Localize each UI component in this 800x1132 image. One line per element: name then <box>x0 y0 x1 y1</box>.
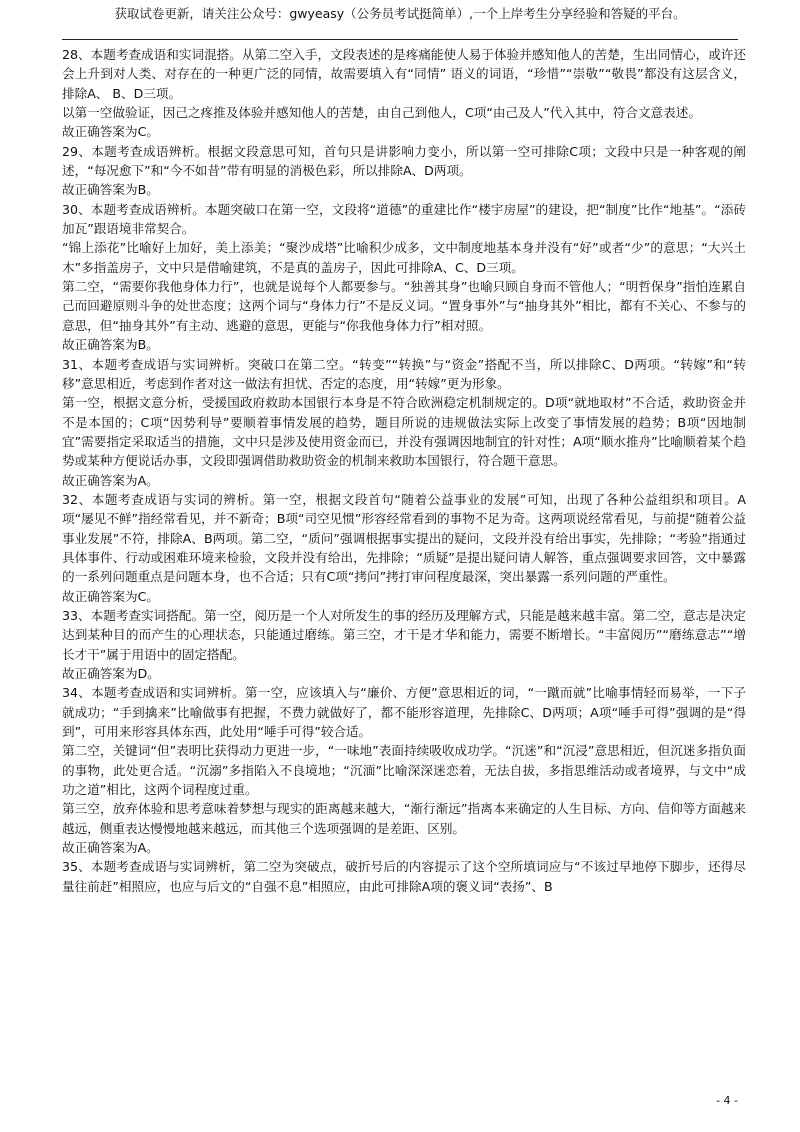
paragraph: 33、本题考查实词搭配。第一空，阅历是一个人对所发生的事的经历及理解方式，只能是越来越丰富。第二空，意志是决定达到某种目的而产生的心理状态，只能通过磨练。第三空，才干是才华和能力，需要不断增长。“丰富阅历”“磨练意志”“增长才干”属于用语中的固定搭配。 <box>62 607 746 662</box>
page-header: 获取试卷更新，请关注公众号：gwyeasy（公务员考试挺简单）,一个上岸考生分享经验和答疑的平台。 <box>114 6 686 21</box>
answer-line: 故正确答案为D。 <box>62 666 160 681</box>
paragraph: 34、本题考查成语和实词辨析。第一空，应该填入与“廉价、方便”意思相近的词，“一蹴而就”比喻事情轻而易举，一下子就成功；“手到擒来”比喻做事有把握，不费力就做好了，都不能形容道理，先排除C、D两项；A项“唾手可得”强调的是“得到”，可用来形容具体东西，此处用“唾手可得”较合适。 <box>62 685 746 740</box>
paragraph: 31、本题考查成语与实词辨析。突破口在第二空。“转变”“转换”与“资金”搭配不当，所以排除C、D两项。“转嫁”和“转移”意思相近，考虑到作者对这一做法有担忧、否定的态度，用“转嫁”更为形象。 <box>62 356 746 391</box>
paragraph: 以第一空做验证，因己之疼推及体验并感知他人的苦楚，由自己到他人，C项“由己及人”代入其中，符合文意表述。 <box>62 105 701 121</box>
paragraph: 30、本题考查成语辨析。本题突破口在第一空，文段将“道德”的重建比作“楼宇房屋”的建设，把“制度”比作“地基”。“添砖加瓦”跟语境非常契合。 <box>62 201 746 237</box>
paragraph: 32、本题考查成语与实词的辨析。第一空，根据文段首句“随着公益事业的发展”可知，出现了各种公益组织和项目。A项“屡见不鲜”指经常看见，并不新奇；B项“司空见惯”形容经常看到的事物不足为奇。这两项说经常看见，与前提“随着公益事业发展”不符，排除A、B两项。第二空，“质问”强调根据事实提出的疑问，文段并没有给出事实，先排除；“考验”指通过具体事件、行动或困难环境来检验，文段并没有给出，先排除；“质疑”是提出疑问请人解答，重点强调要求回答，文中暴露的一系列问题重点是问题本身，也不合适；只有C项“拷问”拷打审问程度最深，突出暴露一系列问题的严重性。 <box>62 491 746 585</box>
page-number: - 4 - <box>716 1094 738 1107</box>
paragraph: 第三空，放弃体验和思考意味着梦想与现实的距离越来越大，“渐行渐远”指离本来确定的人生目标、方向、信仰等方面越来越远，侧重表达慢慢地越来越远，而其他三个选项强调的是差距、区别。 <box>62 801 746 836</box>
paragraph: 29、本题考查成语辨析。根据文段意思可知，首句只是讲影响力变小，所以第一空可排除C项；文段中只是一种客观的阐述，“每况愈下”和“今不如昔”带有明显的消极色彩，所以排除A、D两项。 <box>62 143 746 179</box>
paragraph: 28、本题考查成语和实词混搭。从第二空入手，文段表述的是疼痛能使人易于体验并感知他人的苦楚，生出同情心，或许还会上升到对人类、对存在的一种更广泛的同情，故需要填入有“同情” 语义的词语，“珍惜”“崇敬”“敬畏”都没有这层含义，排除A、 B、D三项。 <box>62 47 746 101</box>
answer-line: 故正确答案为B。 <box>62 182 159 198</box>
answer-line: 故正确答案为B。 <box>62 337 159 353</box>
document-body <box>62 45 746 896</box>
answer-line: 故正确答案为C。 <box>62 588 159 604</box>
answer-line: 故正确答案为A。 <box>62 472 159 488</box>
paragraph: “锦上添花”比喻好上加好，美上添美；“聚沙成塔”比喻积少成多，文中制度地基本身并没有“好”或者“少”的意思；“大兴土木”多指盖房子，文中只是借喻建筑，不是真的盖房子，因此可排除A、C、D三项。 <box>62 240 746 275</box>
paragraph: 第二空，“需要你我他身体力行”，也就是说每个人都要参与。“独善其身”也喻只顾自身而不管他人；“明哲保身”指怕连累自己而回避原则斗争的处世态度；这两个词与“身体力行”不是反义词。“置身事外”与“抽身其外”相比，都有不关心、不参与的意思，但“抽身其外”有主动、逃避的意思，更能与“你我他身体力行”相对照。 <box>62 279 746 333</box>
answer-line: 故正确答案为C。 <box>62 124 159 140</box>
paragraph: 第二空，关键词“但”表明比获得动力更进一步，“一味地”表面持续吸收成功学。“沉迷”和“沉浸”意思相近，但沉迷多指负面的事物，此处更合适。“沉溺”多指陷入不良境地；“沉湎”比喻深深迷恋着，无法自拔，多指思维活动或者境界，与文中“成功之道”相比，这两个词程度过重。 <box>62 743 746 798</box>
header-divider <box>62 39 738 40</box>
paragraph: 35、本题考查成语与实词辨析，第二空为突破点，破折号后的内容提示了这个空所填词应与“不该过早地停下脚步，还得尽量往前赶”相照应，也应与后文的“自强不息”相照应，由此可排除A项的褒义词“表扬”、B <box>62 859 746 894</box>
answer-line: 故正确答案为A。 <box>62 840 159 856</box>
paragraph: 第一空，根据文意分析，受援国政府救助本国银行本身是不符合欧洲稳定机制规定的。D项“就地取材”不合适，救助资金并不是本国的；C项“因势利导”要顺着事情发展的趋势，题目所说的违规做法实际上改变了事情发展的趋势；B项“因地制宜”需要指定采取适当的措施，文中只是涉及使用资金而已，并没有强调因地制宜的针对性；A项“顺水推舟”比喻顺着某个趋势或某种方便说话办事，文段即强调借助救助资金的机制来救助本国银行，符合题干意思。 <box>62 395 746 469</box>
